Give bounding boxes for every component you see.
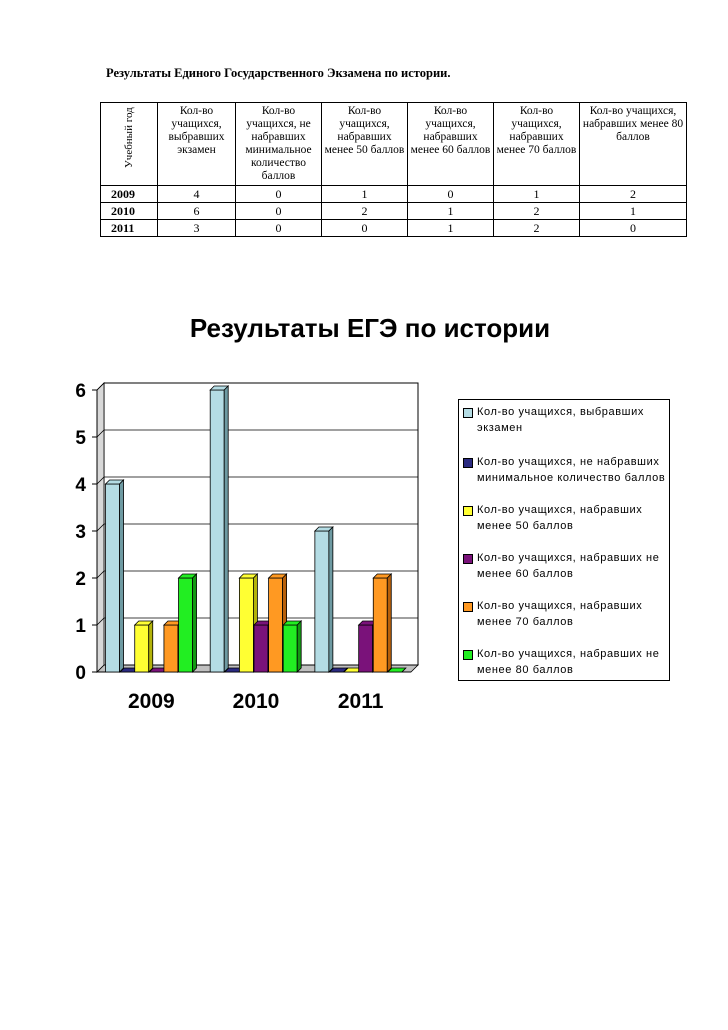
- legend-swatch: [463, 458, 473, 468]
- table-cell: 1: [408, 203, 494, 220]
- legend-label: Кол-во учащихся, набравших менее 70 баллов: [477, 600, 643, 628]
- chart-legend: [458, 399, 670, 681]
- bar: [269, 578, 283, 672]
- y-tick-label: 1: [75, 616, 86, 637]
- table-cell: 2011: [101, 220, 158, 237]
- legend-swatch: [463, 602, 473, 612]
- legend-swatch: [463, 554, 473, 564]
- table-cell: 1: [322, 186, 408, 203]
- table-cell: 2: [322, 203, 408, 220]
- document-title: Результаты Единого Государственного Экзамена по истории.: [106, 66, 451, 80]
- bar: [359, 625, 373, 672]
- y-tick-label: 2: [75, 569, 86, 590]
- bar: [164, 625, 178, 672]
- y-tick-label: 3: [75, 522, 86, 543]
- bar: [283, 625, 297, 672]
- bar-side: [193, 574, 197, 672]
- header-below-70: Кол-во учащихся, набравших менее 70 баллов: [494, 103, 580, 186]
- bar-side: [297, 621, 301, 672]
- table-row: [101, 220, 687, 237]
- table-cell: 0: [236, 220, 322, 237]
- table-cell: 3: [158, 220, 236, 237]
- table-cell: 4: [158, 186, 236, 203]
- table-cell: 0: [580, 220, 687, 237]
- bar: [254, 625, 268, 672]
- bar: [315, 531, 329, 672]
- results-table: [100, 102, 687, 237]
- header-below-minimum: Кол-во учащихся, не набравших минимальное количество баллов: [236, 103, 322, 186]
- legend-label: Кол-во учащихся, набравших менее 50 баллов: [477, 504, 643, 532]
- table-cell: 2010: [101, 203, 158, 220]
- legend-swatch: [463, 506, 473, 516]
- table-cell: 0: [322, 220, 408, 237]
- header-year: Учебный год: [101, 103, 158, 186]
- table-cell: 1: [494, 186, 580, 203]
- table-cell: 1: [580, 203, 687, 220]
- table-cell: 2: [494, 203, 580, 220]
- bar: [106, 484, 120, 672]
- table-cell: 1: [408, 220, 494, 237]
- table-header-row: [101, 103, 687, 186]
- table-row: [101, 186, 687, 203]
- y-tick-label: 5: [75, 428, 86, 449]
- legend-label: Кол-во учащихся, набравших не менее 60 баллов: [477, 552, 660, 580]
- bar-side: [329, 527, 333, 672]
- header-below-50: Кол-во учащихся, набравших менее 50 баллов: [322, 103, 408, 186]
- bar: [135, 625, 149, 672]
- y-tick-label: 4: [75, 475, 86, 496]
- header-below-80: Кол-во учащихся, набравших менее 80 баллов: [580, 103, 687, 186]
- table-cell: 2: [494, 220, 580, 237]
- bar: [239, 578, 253, 672]
- table-row: [101, 203, 687, 220]
- legend-label: Кол-во учащихся, не набравших минимальное количество баллов: [477, 456, 666, 484]
- table-cell: 0: [236, 203, 322, 220]
- bar-side: [149, 621, 153, 672]
- bar-side: [387, 574, 391, 672]
- legend-swatch: [463, 408, 473, 418]
- table-cell: 0: [236, 186, 322, 203]
- x-tick-label: 2010: [232, 690, 280, 713]
- bar-side: [120, 480, 124, 672]
- y-tick-label: 0: [75, 663, 86, 684]
- chart-title: Результаты ЕГЭ по истории: [189, 313, 551, 343]
- header-chose-exam: Кол-во учащихся, выбравших экзамен: [158, 103, 236, 186]
- bar: [179, 578, 193, 672]
- table-cell: 0: [408, 186, 494, 203]
- legend-label: Кол-во учащихся, выбравших экзамен: [477, 406, 644, 434]
- y-tick-label: 6: [75, 381, 86, 402]
- bar: [373, 578, 387, 672]
- table-cell: 6: [158, 203, 236, 220]
- legend-label: Кол-во учащихся, набравших не менее 80 баллов: [477, 648, 660, 676]
- table-cell: 2009: [101, 186, 158, 203]
- table-cell: 2: [580, 186, 687, 203]
- bar: [210, 390, 224, 672]
- header-below-60: Кол-во учащихся, набравших менее 60 баллов: [408, 103, 494, 186]
- x-tick-label: 2011: [337, 690, 384, 713]
- bar-side: [224, 386, 228, 672]
- legend-swatch: [463, 650, 473, 660]
- x-tick-label: 2009: [127, 690, 175, 713]
